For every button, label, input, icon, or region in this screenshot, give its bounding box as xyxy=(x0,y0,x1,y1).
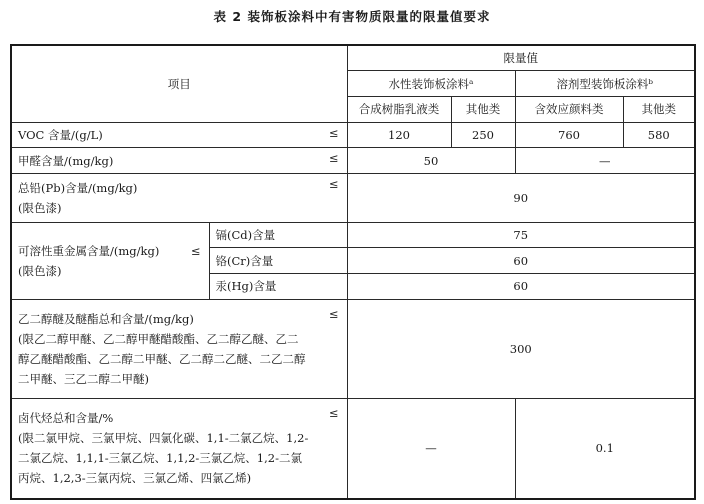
row-formaldehyde xyxy=(11,148,695,174)
halo-label: 卤代烃总和含量/% xyxy=(18,411,114,426)
header-sub-other-solvent: 其他类 xyxy=(623,96,695,122)
header-limit: 限量值 xyxy=(347,45,695,71)
glycol-value: 300 xyxy=(347,299,695,398)
header-sub-other-water: 其他类 xyxy=(451,96,515,122)
glycol-label-cell xyxy=(11,299,347,398)
halo-scope-line-2: 二氯乙烷、1,1,1-三氯乙烷、1,1,2-三氯乙烷、1,2-二氯 xyxy=(18,451,302,466)
row-lead xyxy=(11,174,695,222)
header-row-1 xyxy=(11,45,695,71)
formaldehyde-label-cell xyxy=(11,148,347,174)
voc-value-other-water: 250 xyxy=(451,122,515,148)
halo-value-water: — xyxy=(347,398,515,499)
halo-scope-line-1: (限二氯甲烷、三氯甲烷、四氯化碳、1,1-二氯乙烷、1,2- xyxy=(18,431,309,446)
heavy-metal-label: 可溶性重金属含量/(mg/kg) xyxy=(18,243,160,258)
glycol-label: 乙二醇醚及醚酯总和含量/(mg/kg) xyxy=(18,311,194,326)
heavy-metal-note: (限色漆) xyxy=(18,263,62,278)
header-sub-effect: 含效应颜料类 xyxy=(515,96,623,122)
header-item: 项目 xyxy=(11,45,347,122)
le-symbol: ≤ xyxy=(328,177,339,192)
lead-note: (限色漆) xyxy=(18,200,62,215)
glycol-scope-line-3: 二甲醚、三乙二醇二甲醚) xyxy=(18,371,149,386)
le-symbol: ≤ xyxy=(328,151,339,166)
glycol-scope-line-2: 醇乙醚醋酸酯、乙二醇二甲醚、乙二醇二乙醚、二乙二醇 xyxy=(18,351,306,366)
cadmium-value: 75 xyxy=(347,222,695,248)
mercury-value: 60 xyxy=(347,274,695,300)
le-symbol: ≤ xyxy=(328,405,339,420)
halo-label-cell xyxy=(11,398,347,499)
row-voc xyxy=(11,122,695,148)
le-symbol: ≤ xyxy=(190,243,201,258)
formaldehyde-label: 甲醛含量/(mg/kg) xyxy=(18,153,114,168)
voc-label: VOC 含量/(g/L) xyxy=(18,128,103,143)
halo-value-solvent: 0.1 xyxy=(515,398,695,499)
voc-value-effect: 760 xyxy=(515,122,623,148)
row-glycol-ether xyxy=(11,299,695,398)
le-symbol: ≤ xyxy=(328,306,339,321)
mercury-label: 汞(Hg)含量 xyxy=(209,274,347,300)
header-sub-resin: 合成树脂乳液类 xyxy=(347,96,451,122)
le-symbol: ≤ xyxy=(328,125,339,140)
limits-table xyxy=(10,44,696,500)
row-halogenated xyxy=(11,398,695,499)
row-cadmium xyxy=(11,222,695,248)
lead-value: 90 xyxy=(347,174,695,222)
chromium-label: 铬(Cr)含量 xyxy=(209,248,347,274)
header-solvent: 溶剂型装饰板涂料ᵇ xyxy=(515,71,695,97)
cadmium-label: 镉(Cd)含量 xyxy=(209,222,347,248)
halo-scope-line-3: 丙烷、1,2,3-三氯丙烷、三氯乙烯、四氯乙烯) xyxy=(18,471,252,486)
formaldehyde-value-solvent: — xyxy=(515,148,695,174)
lead-label-cell xyxy=(11,174,347,222)
table-caption: 表 2 装饰板涂料中有害物质限量的限量值要求 xyxy=(213,9,491,24)
heavy-metal-label-cell xyxy=(11,222,209,299)
voc-value-other-solvent: 580 xyxy=(623,122,695,148)
formaldehyde-value-water: 50 xyxy=(347,148,515,174)
header-water: 水性装饰板涂料ᵃ xyxy=(347,71,515,97)
glycol-scope-line-1: (限乙二醇甲醚、乙二醇甲醚醋酸酯、乙二醇乙醚、乙二 xyxy=(18,331,299,346)
voc-label-cell xyxy=(11,122,347,148)
voc-value-resin: 120 xyxy=(347,122,451,148)
lead-label: 总铅(Pb)含量/(mg/kg) xyxy=(18,180,138,195)
chromium-value: 60 xyxy=(347,248,695,274)
